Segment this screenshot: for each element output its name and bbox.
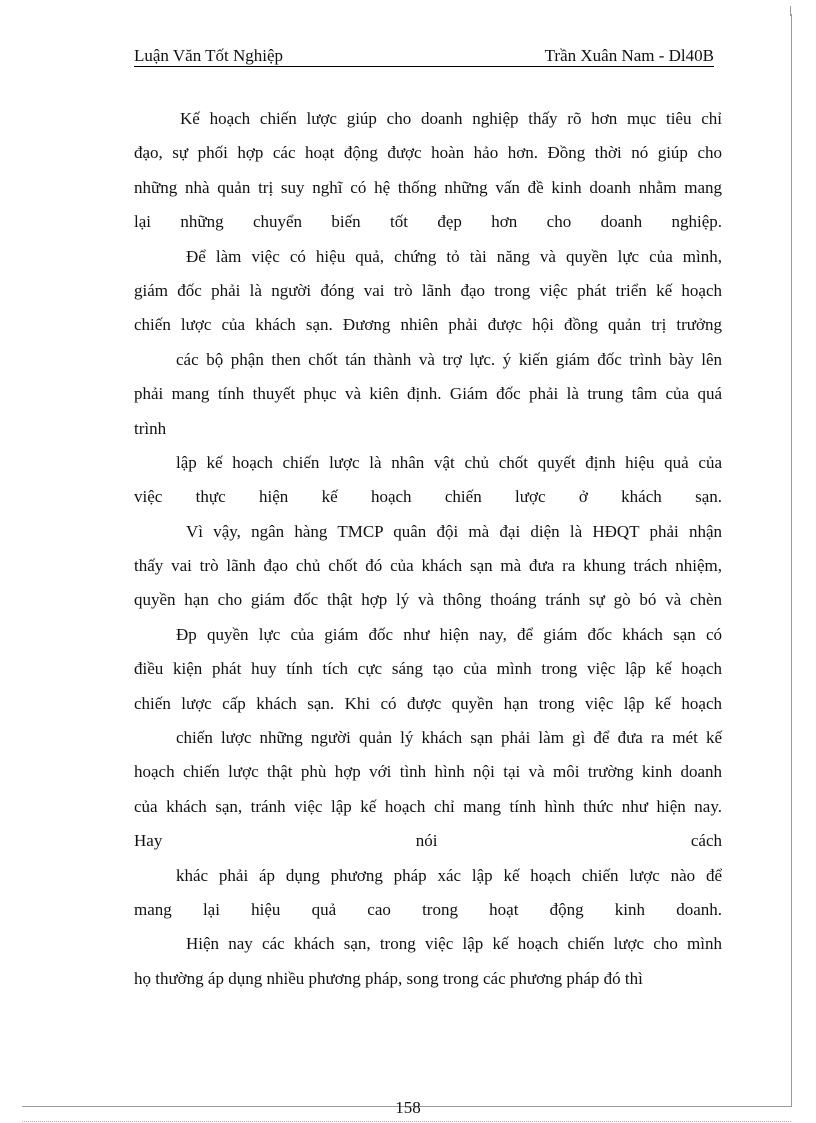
header-title: Luận Văn Tốt Nghiệp <box>134 46 284 65</box>
text-line: Hiện nay các khách sạn, trong việc lập kế hoạch chiến lược cho mình <box>186 934 722 954</box>
text-line: mang lại hiệu quả cao trong hoạt động kinh doanh. <box>134 899 722 919</box>
page-number: 158 <box>395 1098 421 1117</box>
text-line: các bộ phận then chốt tán thành và trợ lực. ý kiến giám đốc trình bày lên <box>176 349 722 369</box>
page-bottom-dotted-rule <box>22 1121 791 1122</box>
document-body <box>134 102 722 996</box>
text-line: Vì vậy, ngân hàng TMCP quân đội mà đại diện là HĐQT phải nhận <box>186 521 722 541</box>
text-line: họ thường áp dụng nhiều phương pháp, song trong các phương pháp đó thì <box>134 968 643 988</box>
text-line: của khách sạn, tránh việc lập kế hoạch chỉ mang tính hình thức như hiện nay. <box>134 796 722 816</box>
header-author: Trần Xuân Nam - Dl40B <box>544 46 714 65</box>
text-line: trình <box>134 418 167 438</box>
text-line: đạo, sự phối hợp các hoạt động được hoàn hảo hơn. Đồng thời nó giúp cho <box>134 143 722 163</box>
page-header <box>134 46 714 68</box>
text-line: phải mang tính thuyết phục và kiên định. Giám đốc phải là trung tâm của quá <box>134 384 722 404</box>
text-line: chiến lược của khách sạn. Đương nhiên phải được hội đồng quản trị trưởng <box>134 315 722 335</box>
text-line: Kế hoạch chiến lược giúp cho doanh nghiệp thấy rõ hơn mục tiêu chỉ <box>180 109 722 128</box>
text-line: điều kiện phát huy tính tích cực sáng tạo của mình trong việc lập kế hoạch <box>134 659 722 679</box>
text-line: giám đốc phải là người đóng vai trò lãnh đạo trong việc phát triển kế hoạch <box>134 280 722 300</box>
text-line: hoạch chiến lược thật phù hợp với tình hình nội tại và môi trường kinh doanh <box>134 762 722 782</box>
text-line: lại những chuyển biến tốt đẹp hơn cho doanh nghiệp. <box>134 212 722 232</box>
text-line: chiến lược cấp khách sạn. Khi có được quyền hạn trong việc lập kế hoạch <box>134 693 722 713</box>
text-line: Ðp quyền lực của giám đốc như hiện nay, để giám đốc khách sạn có <box>176 624 722 644</box>
text-line: Hay nói cách <box>134 831 722 851</box>
text-line: lập kế hoạch chiến lược là nhân vật chủ chốt quyết định hiệu quả của <box>176 452 722 472</box>
text-line: khác phải áp dụng phương pháp xác lập kế hoạch chiến lược nào để <box>176 865 722 885</box>
text-line: quyền hạn cho giám đốc thật hợp lý và thông thoáng tránh sự gò bó và chèn <box>134 590 722 610</box>
text-line: Để làm việc có hiệu quả, chứng tỏ tài năng và quyền lực của mình, <box>186 246 722 266</box>
text-line: thấy vai trò lãnh đạo chủ chốt đó của khách sạn mà đưa ra khung trách nhiệm, <box>134 556 722 576</box>
page-corner-mark <box>790 6 801 16</box>
text-line: việc thực hiện kế hoạch chiến lược ở khách sạn. <box>134 487 722 507</box>
text-line: chiến lược những người quản lý khách sạn phải làm gì để đưa ra mét kế <box>176 728 722 748</box>
text-line: những nhà quản trị suy nghĩ có hệ thống những vấn đề kinh doanh nhằm mang <box>134 177 722 197</box>
header-rule <box>134 66 714 67</box>
